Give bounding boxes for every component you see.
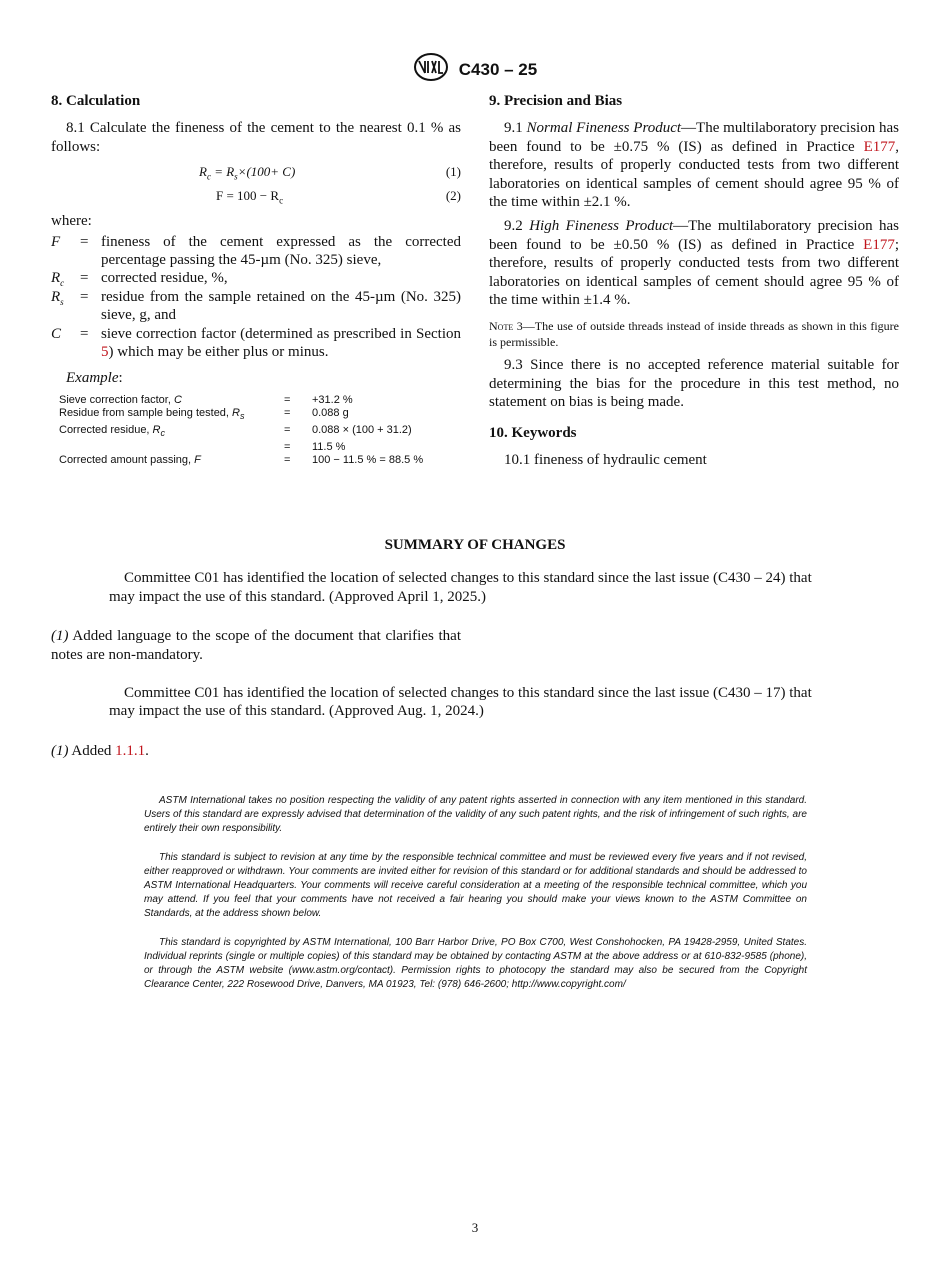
section-9-heading: 9. Precision and Bias — [489, 93, 623, 109]
page-header — [0, 52, 950, 87]
copyright-notice: This standard is copyrighted by ASTM International, 100 Barr Harbor Drive, PO Box C700, West Conshohocken, PA 19428-2959, United States. Individual reprints (single or multiple copies) of this standard may be obtained by contacting ASTM at the above address or at 610-832-9585 (phone), or through the ASTM website (www.astm.org/contact). Permission rights to photocopy the standard may also be secured from the Copyright Clearance Center, 222 Rosewood Drive, Danvers, MA 01923, Tel: (978) 646-2600; http://www.copyright.com/ — [144, 937, 807, 990]
example-table — [59, 394, 423, 468]
example-heading: Example: — [66, 370, 123, 387]
eq1-lhs: R — [199, 164, 207, 180]
summary-item: (1) Added 1.1.1. — [51, 742, 149, 759]
definition-c — [51, 325, 461, 362]
equation-1-number: (1) — [445, 164, 461, 180]
section-1-1-1-link[interactable]: 1.1.1 — [115, 742, 146, 759]
paragraph-8-1: 8.1 Calculate the fineness of the cement to the nearest 0.1 % as follows: — [51, 120, 461, 155]
paragraph-9-3: 9.3 Since there is no accepted reference material suitable for determining the bias for the procedure in this test method, no statement on bias is being made. — [489, 357, 899, 411]
note-3: Note 3—The use of outside threads instead of inside threads as shown in this figure is permissible. — [489, 319, 899, 349]
def-equals: = — [80, 233, 89, 250]
paragraph-9-1: 9.1 Normal Fineness Product—The multilaboratory precision has been found to be ±0.75 % (IS) as defined in Practice E177, therefore, results of properly conducted tests from two different laboratories on identical samples of cement should agree 95 % of the time within ±2.1 %. — [489, 120, 900, 211]
section-8-heading: 8. Calculation — [51, 93, 141, 109]
revision-notice: This standard is subject to revision at any time by the responsible technical committee and must be reviewed every five years and if not revised, either reapproved or withdrawn. Your comments are invited either for revision of this standard or for additional standards and should be addressed to ASTM International Headquarters. Your comments will receive careful consideration at a meeting of the responsible technical committee, which you may attend. If you feel that your comments have not received a fair hearing you should make your views known to the ASTM Committee on Standards, at the address shown below. — [144, 852, 807, 919]
section-5-link[interactable]: 5 — [101, 344, 109, 361]
definition-rc — [51, 269, 461, 287]
e177-link[interactable]: E177 — [863, 138, 896, 155]
eq1-mid: = R — [210, 164, 235, 180]
equation-1 — [51, 160, 461, 184]
def-symbol: $R_c$ — [51, 270, 65, 289]
summary-paragraph: Committee C01 has identified the location of selected changes to this standard since the last issue (C430 – 24) that may impact the use of this standard. (Approved April 1, 2025.) — [109, 570, 812, 605]
right-column — [489, 92, 899, 470]
def-text: fineness of the cement expressed as the corrected percentage passing the 45-µm (No. 325) sieve, — [101, 233, 461, 269]
def-symbol: $R_s$ — [51, 288, 64, 307]
summary-item: (1) Added language to the scope of the document that clarifies that notes are non-mandatory. — [51, 628, 461, 663]
eq2-lhs-sub: c — [279, 195, 284, 206]
patent-notice: ASTM International takes no position respecting the validity of any patent rights asserted in connection with any item mentioned in this standard. Users of this standard are expressly advised that determination of the validity of any such patent rights, and the risk of infringement of such rights, are entirely their own responsibility. — [144, 795, 807, 834]
paragraph-10-1: 10.1 fineness of hydraulic cement — [504, 452, 707, 469]
where-label: where: — [51, 213, 92, 230]
definition-rs — [51, 288, 461, 325]
left-column — [51, 92, 461, 468]
astm-logo-icon — [413, 52, 449, 87]
def-symbol: F — [51, 233, 61, 250]
eq2-lhs: F = 100 − R — [216, 188, 280, 204]
def-text-after: ) which may be either plus or minus. — [108, 344, 329, 361]
table-row: Residue from sample being tested, $R_s$ = 0.088 g — [59, 407, 349, 422]
definitions-list — [51, 233, 461, 362]
def-equals: = — [80, 325, 89, 342]
paragraph-9-2: 9.2 High Fineness Product—The multilaboratory precision has been found to be ±0.50 % (IS) as defined in Practice E177; therefore, results of properly conducted tests from two different laboratories on identical samples of cement should agree 95 % of the time within ±1.4 %. — [489, 218, 900, 309]
equation-2-number: (2) — [445, 188, 461, 204]
table-row: Corrected amount passing, F = 100 − 11.5 % = 88.5 % — [59, 454, 424, 467]
def-symbol: C — [51, 325, 62, 342]
section-10-heading: 10. Keywords — [489, 424, 577, 441]
summary-of-changes — [51, 536, 899, 780]
table-row: Corrected residue, $R_c$ = 0.088 × (100 + 31.2) — [59, 424, 412, 439]
def-text: residue from the sample retained on the 45-µm (No. 325) sieve, g, and — [101, 288, 461, 324]
eq1-lhs-sub: c — [206, 171, 211, 182]
eq1-rhs: ×(100+ C) — [237, 164, 296, 180]
eq1-mid-sub: s — [234, 171, 238, 182]
def-equals: = — [80, 288, 89, 305]
page-number: 3 — [471, 1220, 479, 1235]
table-row: = 11.5 % — [284, 440, 346, 453]
document-designation: C430 – 25 — [458, 59, 538, 79]
e177-link[interactable]: E177 — [863, 236, 895, 253]
def-equals: = — [80, 270, 89, 287]
def-text: sieve correction factor (determined as prescribed in Section — [101, 325, 461, 342]
summary-paragraph: Committee C01 has identified the location of selected changes to this standard since the last issue (C430 – 17) that may impact the use of this standard. (Approved Aug. 1, 2024.) — [109, 685, 812, 720]
def-text: corrected residue, %, — [101, 270, 228, 287]
definition-f — [51, 233, 461, 270]
equation-2 — [51, 184, 461, 208]
summary-title: SUMMARY OF CHANGES — [384, 537, 566, 553]
legal-notices — [144, 794, 807, 1008]
table-row: Sieve correction factor, C = +31.2 % — [59, 393, 353, 406]
